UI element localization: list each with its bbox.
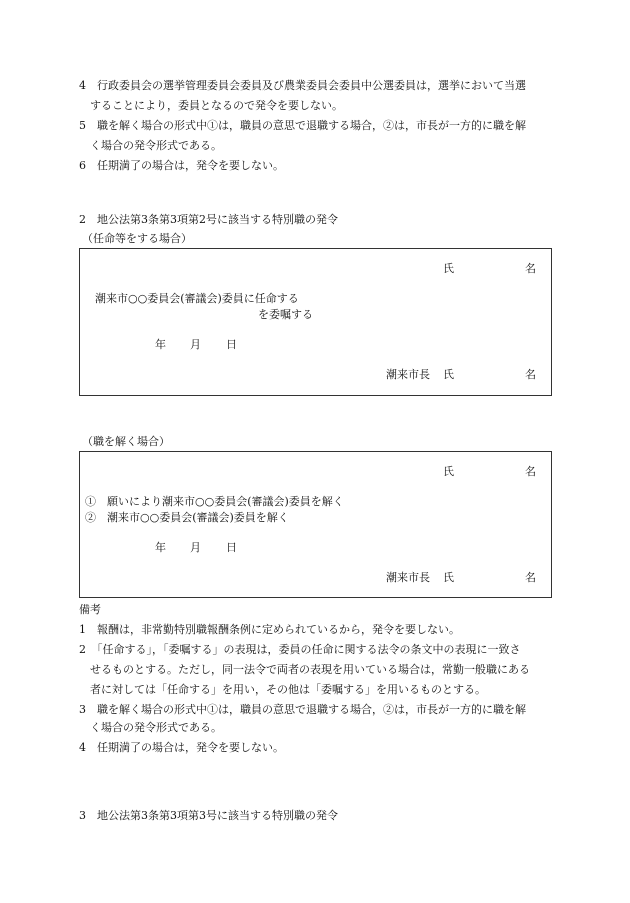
remarks-title: 備考 — [79, 603, 101, 616]
appoint-subheading: （任命等をする場合） — [82, 232, 192, 245]
appoint-date-day: 日 — [226, 338, 237, 351]
dismiss-name-label2: 名 — [525, 465, 536, 478]
appoint-signer-name-label: 氏 — [443, 368, 454, 381]
appoint-name-label2: 名 — [525, 262, 536, 275]
appoint-form-box — [79, 248, 552, 396]
dismiss-line2: ② 潮来市○○委員会(審議会)委員を解く — [85, 511, 289, 524]
dismiss-signer: 潮来市長 — [386, 571, 430, 584]
dismiss-date-day: 日 — [226, 541, 237, 554]
note-5-line1: 5 職を解く場合の形式中①は，職員の意思で退職する場合，②は，市長が一方的に職を解 — [79, 119, 526, 132]
remark-3-line1: 3 職を解く場合の形式中①は，職員の意思で退職する場合，②は，市長が一方的に職を解 — [79, 703, 526, 716]
dismiss-subheading: （職を解く場合） — [82, 435, 170, 448]
remark-2-line3: 者に対しては「任命する」を用い，その他は「委嘱する」を用いるものとする。 — [79, 683, 486, 696]
note-4-line2: することにより，委員となるので発令を要しない。 — [79, 99, 343, 112]
note-4-line1: 4 行政委員会の選挙管理委員会委員及び農業委員会委員中公選委員は，選挙において当選 — [79, 79, 526, 92]
appoint-line2: を委嘱する — [258, 308, 313, 321]
note-6: 6 任期満了の場合は，発令を要しない。 — [79, 159, 284, 172]
note-5-line2: く場合の発令形式である。 — [79, 139, 222, 152]
remark-4: 4 任期満了の場合は，発令を要しない。 — [79, 741, 284, 754]
appoint-line1: 潮来市○○委員会(審議会)委員に任命する — [95, 292, 299, 305]
dismiss-signer-name-label: 氏 — [443, 571, 454, 584]
section3-heading: 3 地公法第3条第3項第3号に該当する特別職の発令 — [79, 809, 338, 822]
appoint-signer: 潮来市長 — [386, 368, 430, 381]
remark-3-line2: く場合の発令形式である。 — [79, 721, 222, 734]
appoint-signer-name-label2: 名 — [525, 368, 536, 381]
dismiss-signer-name-label2: 名 — [525, 571, 536, 584]
dismiss-line1: ① 願いにより潮来市○○委員会(審議会)委員を解く — [85, 495, 344, 508]
dismiss-name-label: 氏 — [443, 465, 454, 478]
dismiss-date-month: 月 — [190, 541, 201, 554]
remark-1: 1 報酬は，非常勤特別職報酬条例に定められているから，発令を要しない。 — [79, 623, 460, 636]
remark-2-line1: 2 「任命する」，「委嘱する」の表現は，委員の任命に関する法令の条文中の表現に一致さ — [79, 643, 521, 656]
appoint-date-year: 年 — [155, 338, 166, 351]
dismiss-date-year: 年 — [155, 541, 166, 554]
section2-heading: 2 地公法第3条第3項第2号に該当する特別職の発令 — [79, 213, 338, 226]
remark-2-line2: せるものとする。ただし，同一法令で両者の表現を用いている場合は，常勤一般職にある — [79, 663, 530, 676]
appoint-date-month: 月 — [190, 338, 201, 351]
appoint-name-label: 氏 — [443, 262, 454, 275]
